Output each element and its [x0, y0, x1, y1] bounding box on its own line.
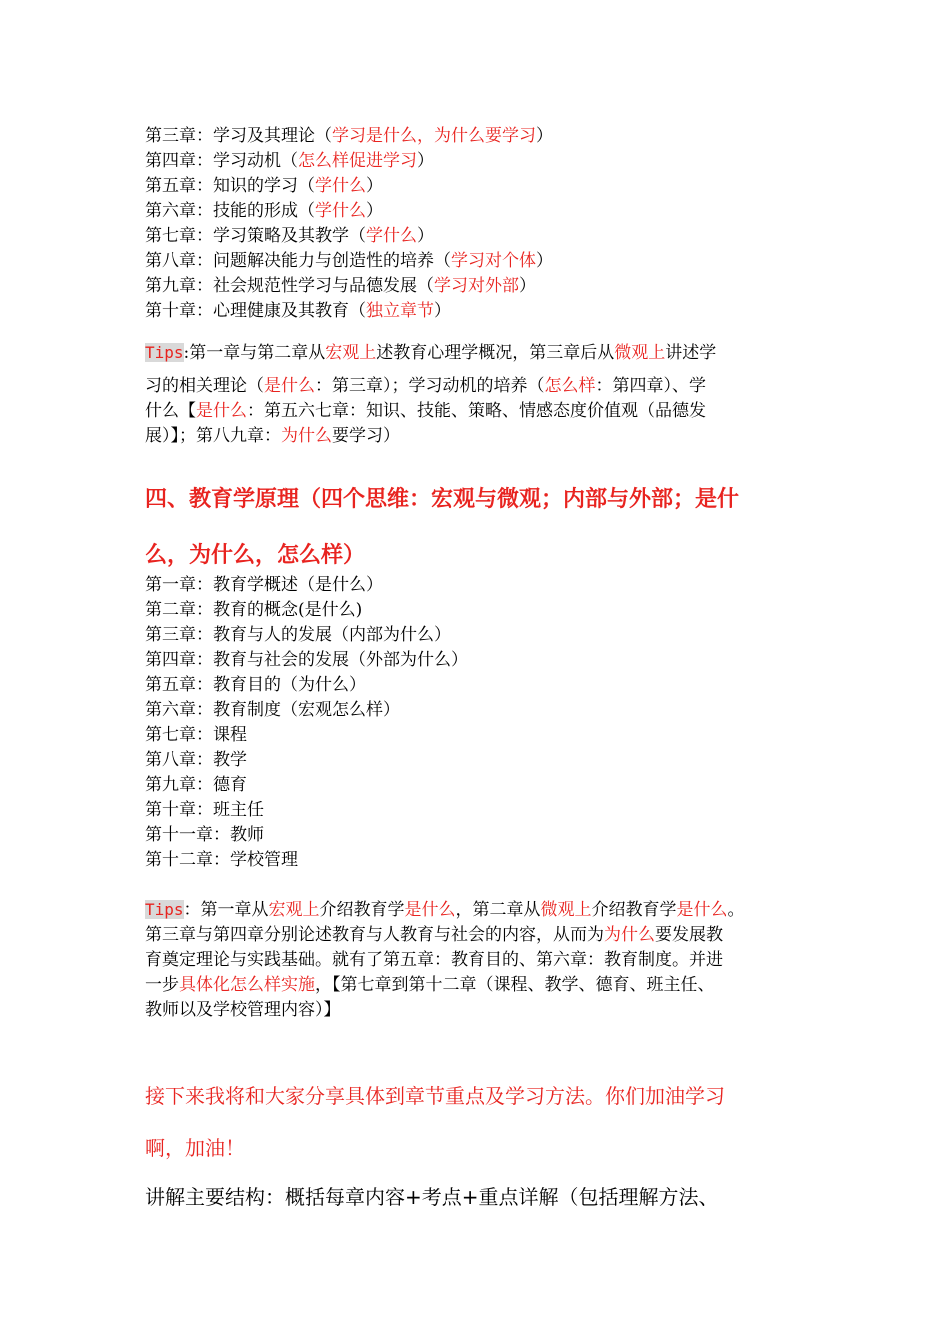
chapter-line: 第十章：心理健康及其教育（独立章节） [145, 301, 451, 321]
chapter-line: 第五章：教育目的（为什么） [145, 675, 366, 695]
tips1-line-2: 习的相关理论（是什么：第三章）；学习动机的培养（怎么样：第四章）、学 [145, 376, 706, 396]
closing-line-2: 啊，加油！ [145, 1136, 245, 1160]
chapter-line: 第七章：课程 [145, 725, 247, 745]
tips-paragraph-2 [145, 897, 810, 1023]
tips2-line-5: 教师以及学校管理内容）】 [145, 1000, 341, 1020]
closing-paragraph [145, 1080, 810, 1164]
tips2-line-3: 育奠定理论与实践基础。就有了第五章：教育目的、第六章：教育制度。并进 [145, 950, 723, 970]
chapter-line: 第五章：知识的学习（学什么） [145, 176, 383, 196]
chapter-line: 第九章：社会规范性学习与品德发展（学习对外部） [145, 276, 536, 296]
tips2-line-2: 第三章与第四章分别论述教育与人教育与社会的内容，从而为为什么要发展教 [145, 925, 723, 945]
chapter-line: 第三章：教育与人的发展（内部为什么） [145, 625, 451, 645]
tips2-line-4: 一步具体化怎么样实施，【第七章到第十二章（课程、教学、德育、班主任、 [145, 975, 715, 995]
tips-tag: Tips [145, 900, 184, 919]
chapter-line: 第三章：学习及其理论（学习是什么，为什么要学习） [145, 126, 553, 146]
chapter-line: 第四章：教育与社会的发展（外部为什么） [145, 650, 468, 670]
tips2-line-1: Tips：第一章从宏观上介绍教育学是什么，第二章从微观上介绍教育学是什么。 [145, 900, 745, 920]
chapter-line: 第八章：教学 [145, 750, 247, 770]
chapter-line: 第六章：教育制度（宏观怎么样） [145, 700, 400, 720]
structure-paragraph [145, 1180, 810, 1214]
chapter-line: 第六章：技能的形成（学什么） [145, 201, 383, 221]
chapter-line: 第九章：德育 [145, 775, 247, 795]
section-heading-line-2: 么，为什么，怎么样） [145, 543, 366, 568]
tips-tag: Tips [145, 343, 184, 362]
chapter-line: 第七章：学习策略及其教学（学什么） [145, 226, 434, 246]
section-heading [145, 482, 810, 574]
chapter-line: 第十二章：学校管理 [145, 850, 298, 870]
chapter-line: 第二章：教育的概念(是什么) [145, 600, 363, 620]
chapter-line: 第八章：问题解决能力与创造性的培养（学习对个体） [145, 251, 553, 271]
tips1-line-1: Tips:第一章与第二章从宏观上述教育心理学概况，第三章后从微观上讲述学 [145, 343, 717, 363]
tips1-line-3: 什么【是什么：第五六七章：知识、技能、策略、情感态度价值观（品德发 [145, 401, 706, 421]
chapter-line: 第十一章：教师 [145, 825, 264, 845]
structure-line: 讲解主要结构：概括每章内容+考点+重点详解（包括理解方法、 [145, 1185, 719, 1209]
closing-line-1: 接下来我将和大家分享具体到章节重点及学习方法。你们加油学习 [145, 1084, 725, 1108]
tips1-line-4: 展）】；第八九章：为什么要学习） [145, 426, 400, 446]
chapter-line: 第四章：学习动机（怎么样促进学习） [145, 151, 434, 171]
pedagogy-chapter-list [145, 573, 810, 873]
chapter-line: 第一章：教育学概述（是什么） [145, 575, 383, 595]
ed-psych-chapter-list [145, 124, 810, 324]
tips-paragraph-1 [145, 340, 810, 449]
chapter-line: 第十章：班主任 [145, 800, 264, 820]
section-heading-line-1: 四、教育学原理（四个思维：宏观与微观；内部与外部；是什 [145, 487, 740, 512]
